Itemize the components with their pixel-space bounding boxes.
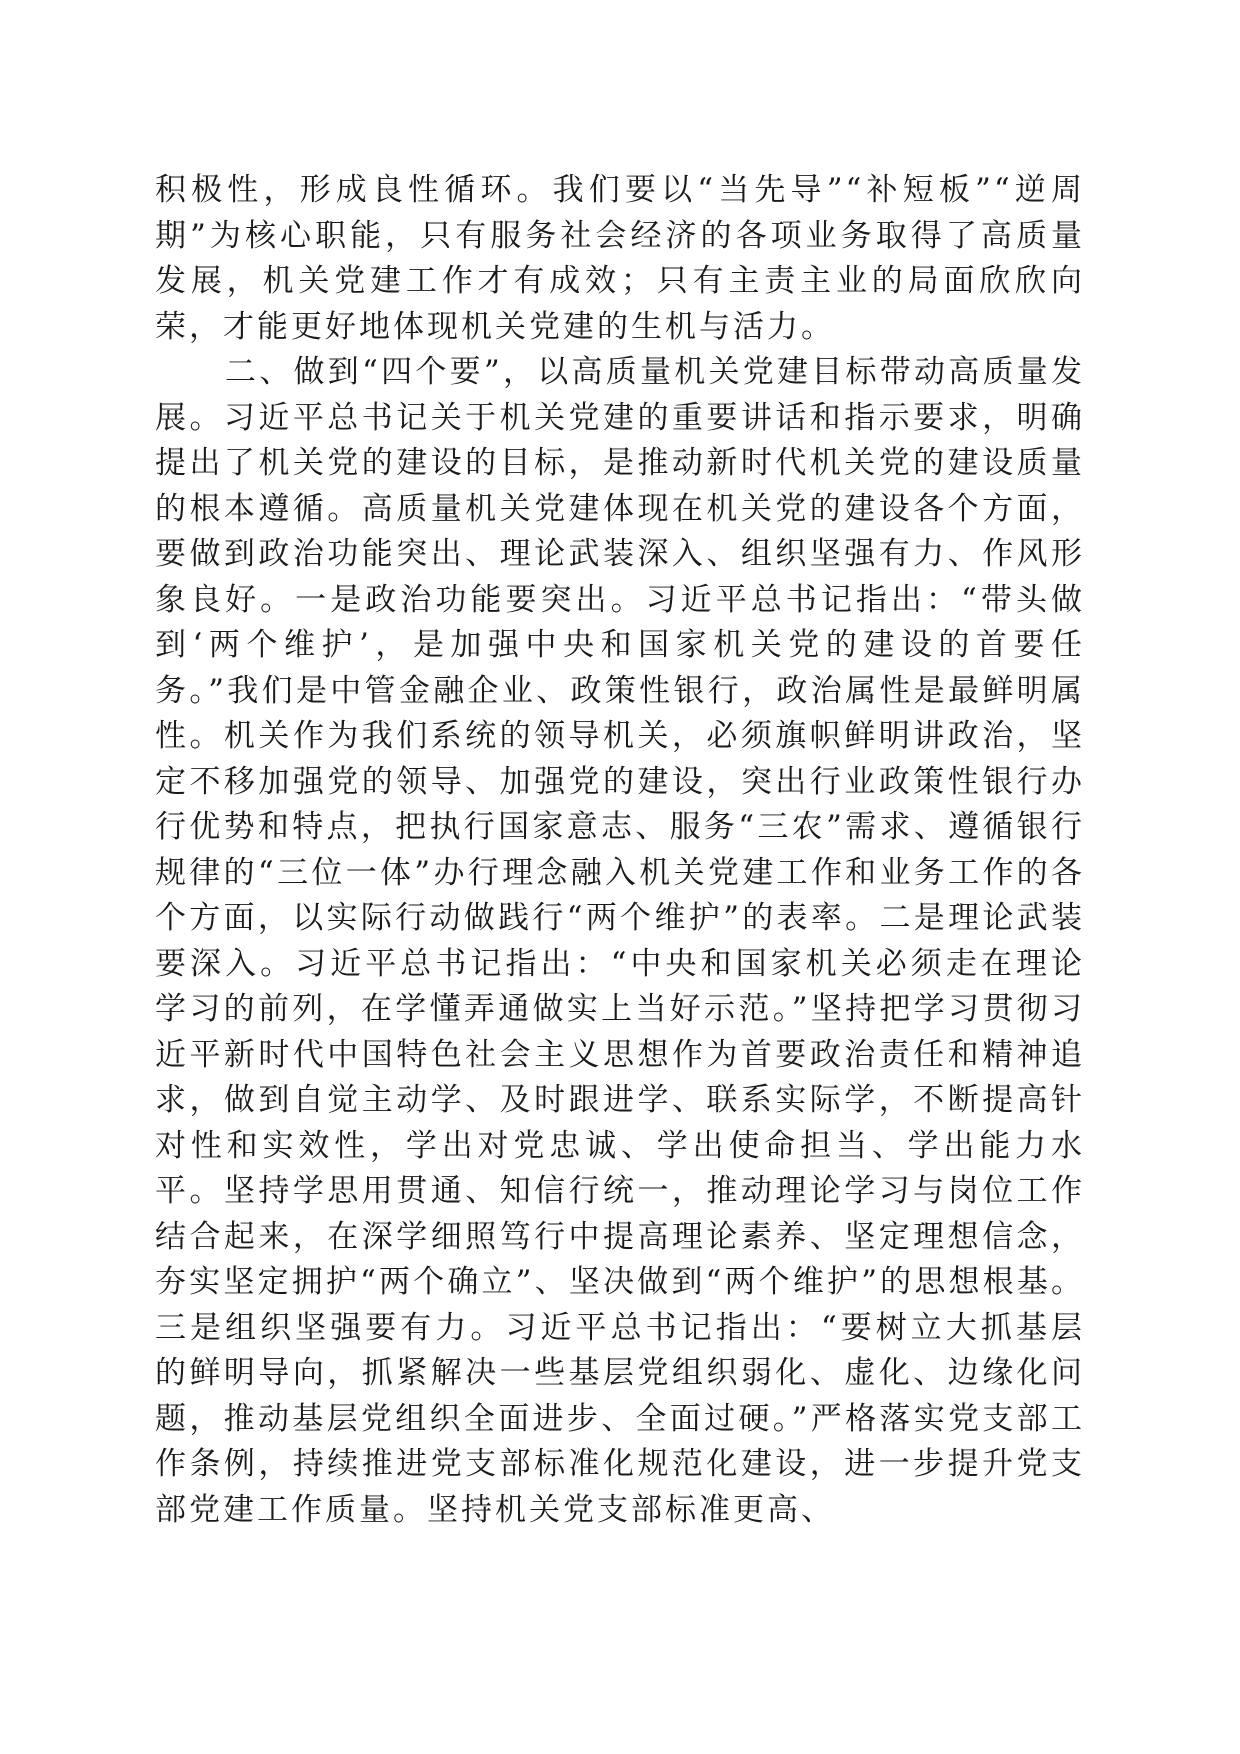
paragraph-1: 积极性，形成良性循环。我们要以“当先导”“补短板”“逆周期”为核心职能，只有服务社会经济的各项业务取得了高质量发展，机关党建工作才有成效；只有主责主业的局面欣欣向荣，才能更好地体现机关党建的生机与活力。 [155,172,1085,345]
paragraph-2: 二、做到“四个要”，以高质量机关党建目标带动高质量发展。习近平总书记关于机关党建的重要讲话和指示要求，明确提出了机关党的建设的目标，是推动新时代机关党的建设质量的根本遵循。高质量机关党建体现在机关党的建设各个方面，要做到政治功能突出、理论武装深入、组织坚强有力、作风形象良好。一是政治功能要突出。习近平总书记指出：“带头做到‘两个维护’，是加强中央和国家机关党的建设的首要任务。”我们是中管金融企业、政策性银行，政治属性是最鲜明属性。机关作为我们系统的领导机关，必须旗帜鲜明讲政治，坚定不移加强党的领导、加强党的建设，突出行业政策性银行办行优势和特点，把执行国家意志、服务“三农”需求、遵循银行规律的“三位一体”办行理念融入机关党建工作和业务工作的各个方面，以实际行动做践行“两个维护”的表率。二是理论武装要深入。习近平总书记指出：“中央和国家机关必须走在理论学习的前列，在学懂弄通做实上当好示范。”坚持把学习贯彻习近平新时代中国特色社会主义思想作为首要政治责任和精神追求，做到自觉主动学、及时跟进学、联系实际学，不断提高针对性和实效性，学出对党忠诚、学出使命担当、学出能力水平。坚持学思用贯通、知信行统一，推动理论学习与岗位工作结合起来，在深学细照笃行中提高理论素养、坚定理想信念，夯实坚定拥护“两个确立”、坚决做到“两个维护”的思想根基。三是组织坚强要有力。习近平总书记指出：“要树立大抓基层的鲜明导向，抓紧解决一些基层党组织弱化、虚化、边缘化问题，推动基层党组织全面进步、全面过硬。”严格落实党支部工作条例，持续推进党支部标准化规范化建设，进一步提升党支部党建工作质量。坚持机关党支部标准更高、 [155,354,1085,1528]
document-body [155,168,1085,1533]
